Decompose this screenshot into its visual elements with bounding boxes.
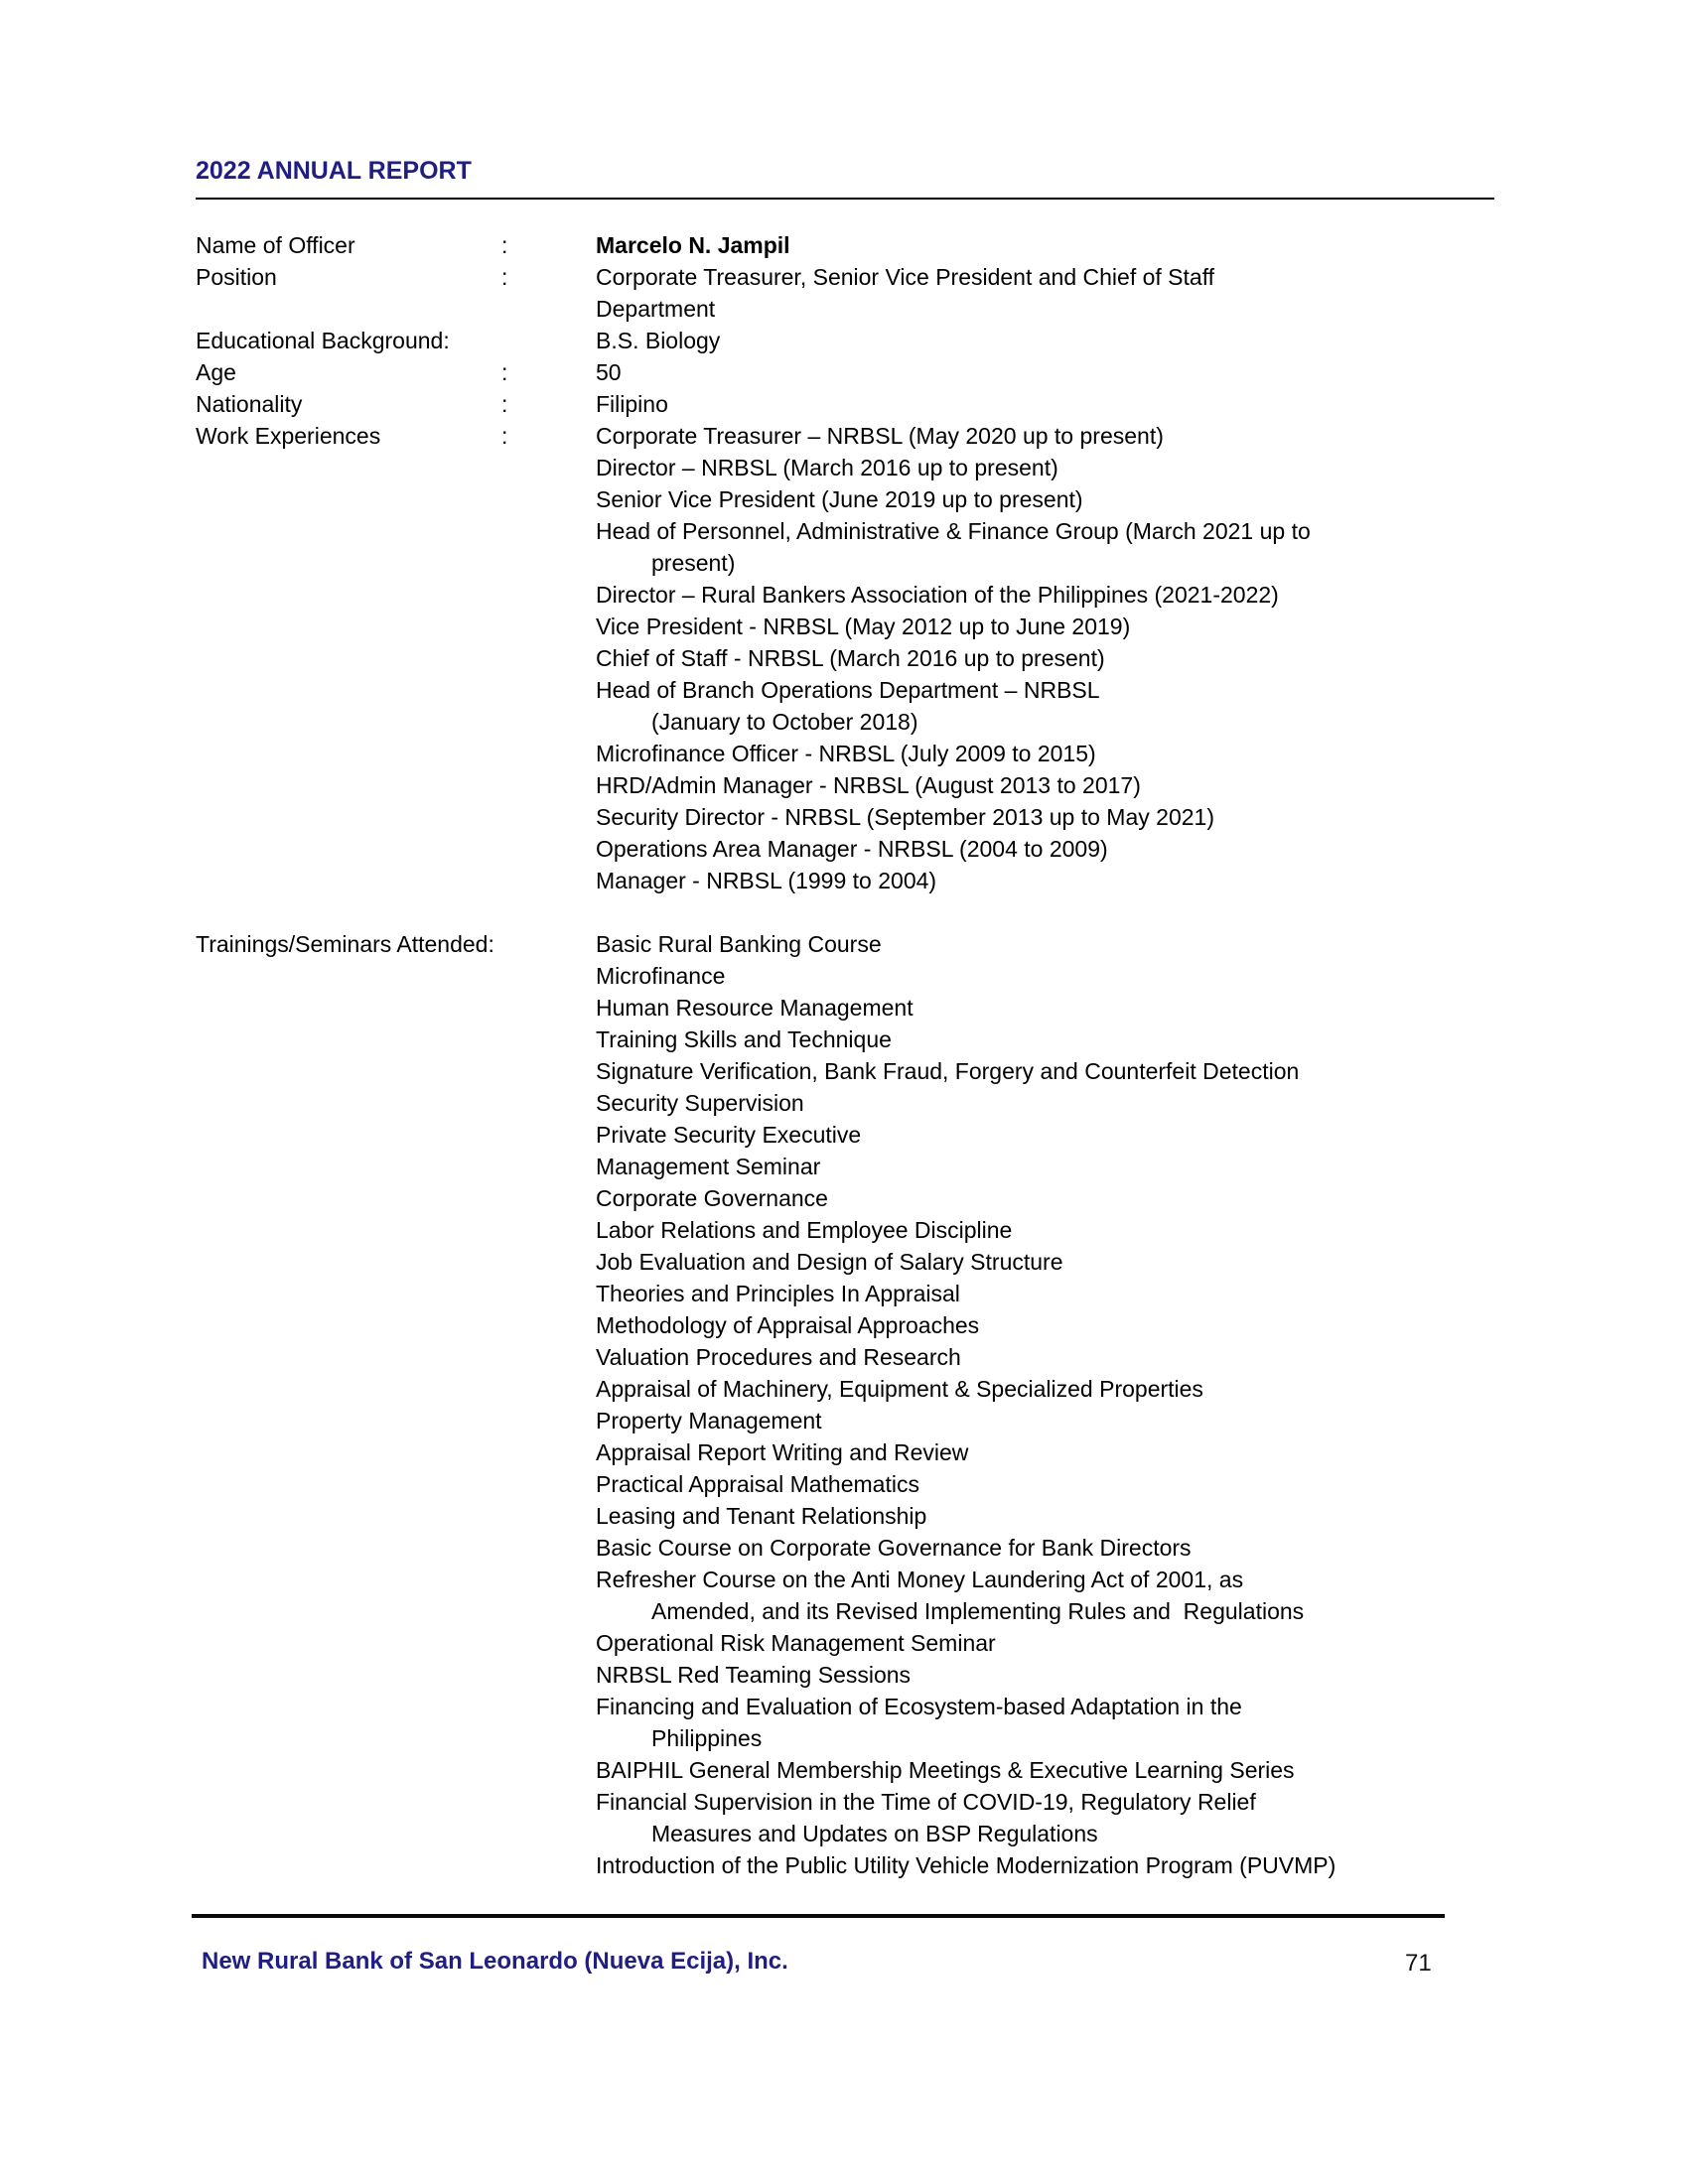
field-value-line: Practical Appraisal Mathematics <box>596 1471 919 1497</box>
field-value-line: Basic Course on Corporate Governance for Bank Directors <box>596 1535 1192 1561</box>
field-value-line: Amended, and its Revised Implementing Rules and Regulations <box>651 1598 1305 1624</box>
field-value-line: Appraisal Report Writing and Review <box>596 1439 969 1465</box>
field-value-line: Head of Branch Operations Department – NRBSL <box>596 677 1100 703</box>
field-row <box>196 261 1516 325</box>
field-value-line: Operations Area Manager - NRBSL (2004 to 2009) <box>596 836 1108 862</box>
field-value-line: Management Seminar <box>596 1154 821 1179</box>
field-row <box>196 420 1516 896</box>
footer-divider <box>192 1914 1445 1918</box>
field-value-line: present) <box>651 550 736 576</box>
field-value-line: Director – NRBSL (March 2016 up to present) <box>596 455 1058 480</box>
field-value-line: Chief of Staff - NRBSL (March 2016 up to present) <box>596 645 1105 671</box>
field-label: Educational Background: <box>196 328 450 353</box>
field-row <box>196 388 1516 420</box>
field-value-line: Vice President - NRBSL (May 2012 up to June 2019) <box>596 614 1131 639</box>
field-value-line: 50 <box>596 359 622 385</box>
field-label: Age <box>196 359 236 385</box>
field-colon: : <box>501 359 508 385</box>
field-row <box>196 928 1516 1881</box>
field-values <box>596 325 1516 356</box>
field-value-line: Theories and Principles In Appraisal <box>596 1281 960 1306</box>
field-value-line: Senior Vice President (June 2019 up to present) <box>596 486 1083 512</box>
field-value-line: Signature Verification, Bank Fraud, Forgery and Counterfeit Detection <box>596 1058 1300 1084</box>
field-value-line: BAIPHIL General Membership Meetings & Executive Learning Series <box>596 1757 1295 1783</box>
field-value-line: Corporate Treasurer – NRBSL (May 2020 up to present) <box>596 423 1164 449</box>
field-value-line: Manager - NRBSL (1999 to 2004) <box>596 868 937 893</box>
field-value-line: Refresher Course on the Anti Money Laundering Act of 2001, as <box>596 1567 1244 1592</box>
field-values <box>596 388 1516 420</box>
field-value-line: Human Resource Management <box>596 995 914 1021</box>
field-values <box>596 928 1516 1881</box>
field-value-line: Director – Rural Bankers Association of the Philippines (2021-2022) <box>596 582 1279 608</box>
field-value-line: Department <box>596 296 716 322</box>
field-value-line: Introduction of the Public Utility Vehicle Modernization Program (PUVMP) <box>596 1852 1336 1878</box>
field-value-line: Marcelo N. Jampil <box>596 232 790 258</box>
field-colon: : <box>501 391 508 417</box>
field-values <box>596 261 1516 325</box>
field-value-line: HRD/Admin Manager - NRBSL (August 2013 to 2017) <box>596 772 1141 798</box>
field-value-line: Valuation Procedures and Research <box>596 1344 961 1370</box>
field-value-line: Leasing and Tenant Relationship <box>596 1503 927 1529</box>
field-values <box>596 420 1516 896</box>
field-label: Position <box>196 264 277 290</box>
field-value-line: Labor Relations and Employee Discipline <box>596 1217 1013 1243</box>
field-value-line: (January to October 2018) <box>651 709 918 735</box>
field-value-line: Financial Supervision in the Time of COVID-19, Regulatory Relief <box>596 1789 1256 1815</box>
field-value-line: Property Management <box>596 1408 822 1433</box>
field-value-line: Training Skills and Technique <box>596 1026 892 1052</box>
field-value-line: B.S. Biology <box>596 328 721 353</box>
field-value-line: Financing and Evaluation of Ecosystem-based Adaptation in the <box>596 1694 1242 1719</box>
field-colon: : <box>501 264 508 290</box>
field-value-line: Filipino <box>596 391 668 417</box>
field-label: Nationality <box>196 391 303 417</box>
field-value-line: NRBSL Red Teaming Sessions <box>596 1662 912 1688</box>
field-value-line: Philippines <box>651 1725 763 1751</box>
header-divider <box>196 198 1494 200</box>
field-values <box>596 356 1516 388</box>
field-value-line: Appraisal of Machinery, Equipment & Specialized Properties <box>596 1376 1203 1402</box>
field-value-line: Microfinance <box>596 963 726 989</box>
field-value-line: Job Evaluation and Design of Salary Structure <box>596 1249 1063 1275</box>
field-row <box>196 229 1516 261</box>
field-values <box>596 229 1516 261</box>
field-value-line: Measures and Updates on BSP Regulations <box>651 1821 1098 1846</box>
field-value-line: Security Director - NRBSL (September 2013 up to May 2021) <box>596 804 1214 830</box>
officer-profile <box>196 229 1516 1881</box>
field-label: Name of Officer <box>196 232 355 258</box>
field-label: Work Experiences <box>196 423 381 449</box>
field-value-line: Basic Rural Banking Course <box>596 931 882 957</box>
field-value-line: Methodology of Appraisal Approaches <box>596 1312 980 1338</box>
page-number: 71 <box>1405 1950 1432 1977</box>
field-label: Trainings/Seminars Attended: <box>196 931 494 957</box>
field-value-line: Head of Personnel, Administrative & Finance Group (March 2021 up to <box>596 518 1311 544</box>
field-row <box>196 325 1516 356</box>
field-value-line: Security Supervision <box>596 1090 804 1116</box>
field-colon: : <box>501 232 508 258</box>
footer-bank-name: New Rural Bank of San Leonardo (Nueva Ecija), Inc. <box>202 1948 788 1975</box>
field-value-line: Private Security Executive <box>596 1122 862 1148</box>
field-value-line: Corporate Treasurer, Senior Vice President and Chief of Staff <box>596 264 1215 290</box>
field-value-line: Corporate Governance <box>596 1185 828 1211</box>
field-row <box>196 356 1516 388</box>
field-value-line: Operational Risk Management Seminar <box>596 1630 996 1656</box>
field-colon: : <box>501 423 508 449</box>
page-title: 2022 ANNUAL REPORT <box>196 157 472 185</box>
field-value-line: Microfinance Officer - NRBSL (July 2009 to 2015) <box>596 741 1096 766</box>
